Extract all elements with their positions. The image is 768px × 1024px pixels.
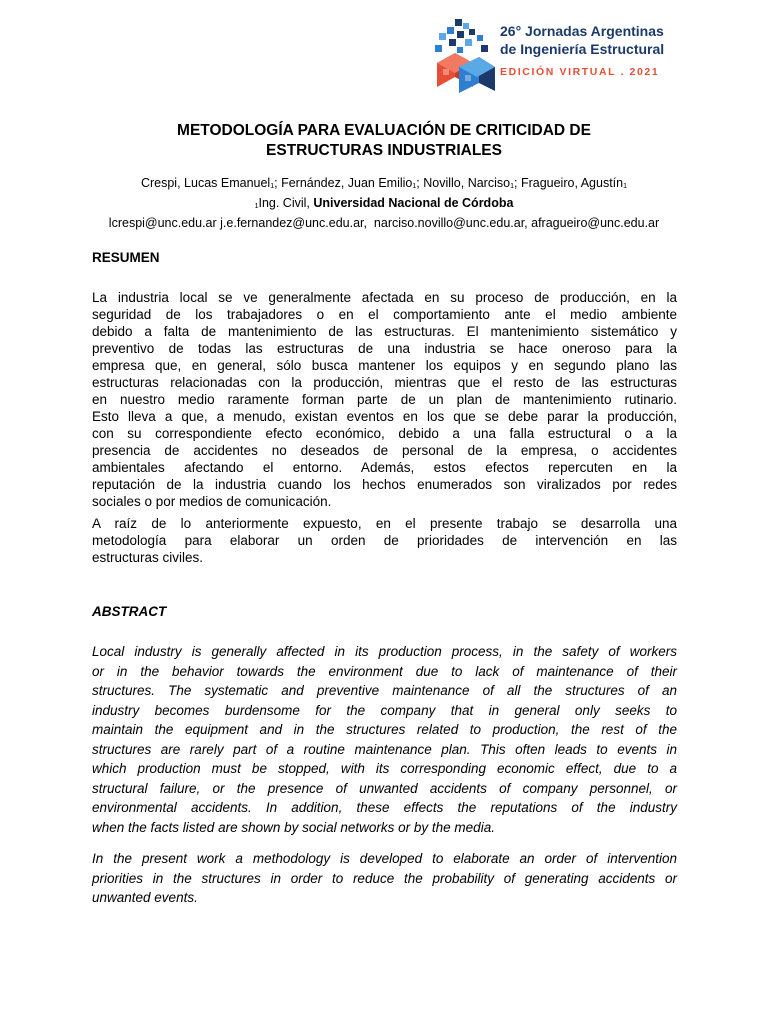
paragraph-line: Esto lleva a que, a menudo, existan eventos en los que se debe parar la producción, xyxy=(92,409,677,424)
authors-block xyxy=(90,175,678,231)
paragraph-line: maintain the equipment and in the structures related to production, the rest of the xyxy=(92,722,677,737)
author-name: Novillo, Narciso xyxy=(423,176,511,190)
paragraph-line: when the facts listed are shown by social networks or by the media. xyxy=(92,819,495,835)
resumen-heading: RESUMEN xyxy=(92,250,160,265)
abstract-paragraph-1 xyxy=(92,642,677,837)
title-line-2: ESTRUCTURAS INDUSTRIALES xyxy=(266,142,502,159)
paragraph-line: or in the behavior towards the environment due to lack of maintenance of their xyxy=(92,663,677,679)
author-separator: ; xyxy=(416,176,424,190)
cube-logo-icon xyxy=(433,19,497,97)
paragraph-line: environmental accidents. In addition, these effects the reputations of the industry xyxy=(92,800,677,815)
paragraph-line: estructuras civiles. xyxy=(92,550,204,565)
paragraph-line: industry becomes burdensome for the company that in general only seeks to xyxy=(92,702,677,718)
affiliation-marker: 1 xyxy=(254,203,259,210)
logo-edition: EDICIÓN VIRTUAL . 2021 xyxy=(500,66,660,78)
abstract-paragraph-2 xyxy=(92,849,677,908)
logo-title-line2: de Ingeniería Estructural xyxy=(500,41,665,57)
paragraph-line: sociales o por medios de comunicación. xyxy=(92,494,332,509)
author-affiliation-mark: 1 xyxy=(412,183,417,190)
author-separator: ; xyxy=(274,176,282,190)
paragraph-line: priorities in the structures in order to reduce the probability of generating accidents or xyxy=(92,870,677,886)
author-emails: lcrespi@unc.edu.ar j.e.fernandez@unc.edu.ar, narciso.novillo@unc.edu.ar, afragueiro@unc.edu.ar xyxy=(108,216,660,230)
paragraph-line: con su correspondiente efecto económico, debido a una falla estructural o a la xyxy=(92,426,677,441)
abstract-heading: ABSTRACT xyxy=(92,604,167,619)
affiliation-university: Universidad Nacional de Córdoba xyxy=(313,196,514,210)
author-affiliation-mark: 1 xyxy=(510,183,514,190)
paragraph-line: Local industry is generally affected in its production process, in the safety of workers xyxy=(92,644,677,659)
resumen-paragraph-2 xyxy=(92,515,677,566)
paragraph-line: debido a falta de mantenimiento de las estructuras. El mantenimiento sistemático y xyxy=(92,324,677,339)
paragraph-line: structures. The systematic and preventive maintenance of all the structures of an xyxy=(92,683,677,698)
author-name: Crespi, Lucas Emanuel xyxy=(140,176,271,190)
author-name: Fernández, Juan Emilio xyxy=(281,176,413,190)
paragraph-line: A raíz de lo anteriormente expuesto, en el presente trabajo se desarrolla una xyxy=(92,516,677,531)
paragraph-line: structures are rarely part of a routine maintenance plan. This often leads to events in xyxy=(92,741,677,757)
paragraph-line: estructuras relacionadas con la producción, mientras que el resto de las estructuras xyxy=(92,375,677,390)
resumen-paragraph-1 xyxy=(92,289,677,510)
paragraph-line: ambientales afectando el entorno. Además, estos efectos repercuten en la xyxy=(92,460,677,475)
paragraph-line: empresa que, en general, sólo busca mantener los equipos y en segundo plano las xyxy=(92,358,677,373)
paragraph-line: reputación de la industria cuando los hechos enumerados son viralizados por redes xyxy=(92,477,677,492)
paragraph-line: In the present work a methodology is developed to elaborate an order of intervention xyxy=(92,851,677,866)
title-line-1: METODOLOGÍA PARA EVALUACIÓN DE CRITICIDAD DE xyxy=(177,122,591,139)
author-affiliation-mark: 1 xyxy=(623,183,628,190)
author-affiliation xyxy=(90,195,678,215)
author-name: Fragueiro, Agustín xyxy=(520,176,624,190)
paragraph-line: en nuestro medio raramente forman parte de un plan de mantenimiento rutinario. xyxy=(92,392,677,407)
author-affiliation-mark: 1 xyxy=(270,183,275,190)
affiliation-dept: Ing. Civil, xyxy=(258,196,314,210)
paper-title xyxy=(90,121,678,161)
logo-title-line1: 26° Jornadas Argentinas xyxy=(500,23,664,39)
author-separator: ; xyxy=(514,176,521,190)
paragraph-line: structural failure, or the presence of unwanted accidents of company personnel, or xyxy=(92,780,677,796)
author-names xyxy=(90,175,678,195)
paragraph-line: preventivo de todas las estructuras de una industria se hace oneroso para la xyxy=(92,341,677,356)
paragraph-line: La industria local se ve generalmente afectada en su proceso de producción, en la xyxy=(92,290,677,305)
paragraph-line: metodología para elaborar un orden de prioridades de intervención en las xyxy=(92,533,677,548)
conference-logo xyxy=(433,19,683,97)
paragraph-line: unwanted events. xyxy=(92,890,198,905)
paragraph-line: presencia de accidentes no deseados de personal de la empresa, o accidentes xyxy=(92,443,677,458)
paragraph-line: which production must be stopped, with its corresponding economic effect, due to a xyxy=(92,761,677,776)
paragraph-line: seguridad de los trabajadores o en el comportamiento ante el medio ambiente xyxy=(92,307,677,322)
